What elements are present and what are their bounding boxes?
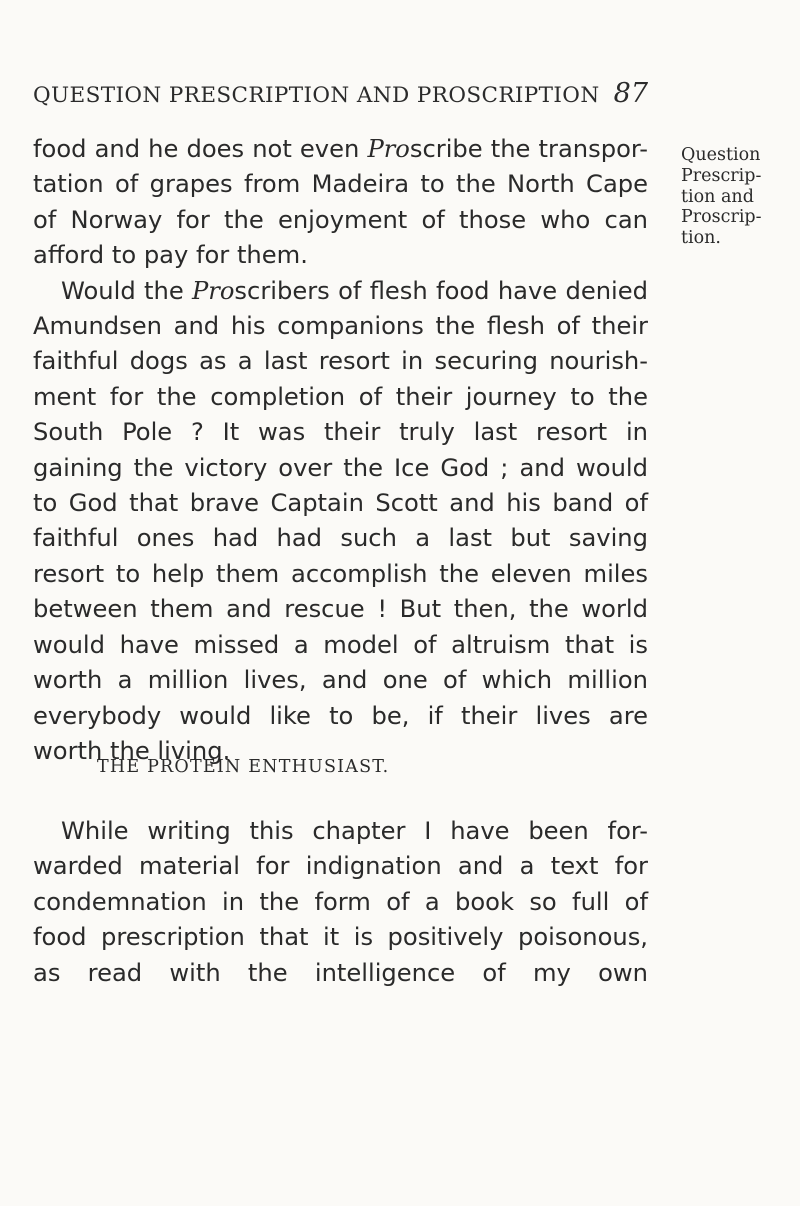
margin-note-line: Question (681, 145, 761, 165)
running-title: QUESTION PRESCRIPTION AND PROSCRIPTION (33, 83, 600, 108)
text-line: Amundsen and his companions the flesh of their (33, 312, 648, 341)
margin-note-line: tion. (681, 228, 721, 249)
margin-note (681, 145, 796, 249)
text-line: condemnation in the form of a book so full of (33, 887, 648, 916)
text-line: everybody would like to be, if their lives are (33, 701, 648, 730)
running-head (33, 78, 648, 109)
text-line: resort to help them accomplish the eleven miles (33, 559, 648, 588)
body-text (33, 814, 648, 991)
page-number: 87 (613, 78, 648, 109)
paragraph (33, 814, 648, 991)
margin-note-line: Proscrip- (681, 207, 762, 228)
text-line: food prescription that it is positively poisonous, (33, 923, 648, 952)
text-line: ment for the completion of their journey to the (33, 382, 648, 411)
text-line: South Pole ? It was their truly last resort in (33, 418, 648, 447)
text-line: Would the Proscribers of flesh food have denied (61, 276, 648, 305)
text-line: of Norway for the enjoyment of those who can (33, 205, 648, 234)
text-line: worth the living. (33, 736, 231, 765)
margin-note-line: Prescrip- (681, 165, 762, 186)
text-line: faithful dogs as a last resort in securing nourish- (33, 347, 648, 376)
text-line: worth a million lives, and one of which million (33, 666, 648, 695)
text-line: warded material for indignation and a text for (33, 852, 648, 881)
margin-note-line: tion and (681, 186, 754, 207)
text-line: gaining the victory over the Ice God ; and would (33, 453, 648, 482)
section-heading: THE PROTEIN ENTHUSIAST. (97, 757, 390, 777)
paragraph (33, 132, 648, 274)
text-line: would have missed a model of altruism that is (33, 630, 648, 659)
text-line: as read with the intelligence of my own (33, 958, 648, 987)
text-line: afford to pay for them. (33, 241, 308, 270)
paragraph (33, 274, 648, 770)
text-line: food and he does not even Proscribe the transpor- (33, 135, 648, 163)
text-line: between them and rescue ! But then, the world (33, 595, 648, 624)
body-text (33, 132, 648, 769)
text-line: tation of grapes from Madeira to the North Cape (33, 170, 648, 199)
text-line: to God that brave Captain Scott and his band of (33, 489, 648, 518)
text-line: faithful ones had had such a last but saving (33, 524, 648, 553)
text-line: While writing this chapter I have been for- (61, 817, 648, 845)
